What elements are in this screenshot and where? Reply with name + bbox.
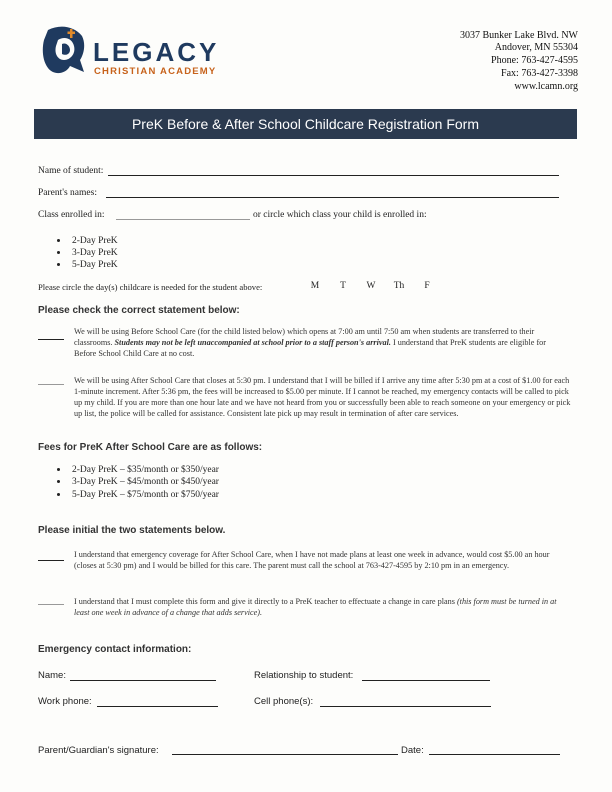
- check-statement-heading: Please check the correct statement below:: [38, 305, 240, 316]
- student-name-label: Name of student:: [38, 166, 104, 176]
- relationship-field[interactable]: [362, 680, 490, 681]
- day-wednesday[interactable]: W: [366, 281, 376, 291]
- cell-phone-label: Cell phone(s):: [254, 696, 314, 707]
- class-option-5day[interactable]: 5-Day PreK: [57, 260, 118, 270]
- student-name-field[interactable]: [108, 175, 559, 176]
- brand-subtitle: CHRISTIAN ACADEMY: [94, 66, 217, 77]
- work-phone-label: Work phone:: [38, 696, 92, 707]
- address-phone: Phone: 763-427-4595: [491, 55, 578, 66]
- days-label: Please circle the day(s) childcare is needed for the student above:: [38, 282, 263, 292]
- class-option-3day[interactable]: 3-Day PreK: [57, 248, 118, 258]
- emergency-contact-heading: Emergency contact information:: [38, 644, 192, 655]
- relationship-label: Relationship to student:: [254, 670, 354, 681]
- after-care-check[interactable]: [38, 384, 64, 385]
- address-line: Andover, MN 55304: [494, 42, 578, 53]
- day-thursday[interactable]: Th: [393, 281, 405, 291]
- cell-phone-field[interactable]: [320, 706, 491, 707]
- address-fax: Fax: 763-427-3398: [501, 68, 578, 79]
- before-care-check[interactable]: [38, 339, 64, 340]
- class-option-2day[interactable]: 2-Day PreK: [57, 236, 118, 246]
- change-plans-statement: I understand that I must complete this form and give it directly to a PreK teacher to effectuate a change in care plans (this form must be turned in at least one week in advance of a change that adds service).: [74, 597, 557, 617]
- fee-item: 5-Day PreK – $75/month or $750/year: [57, 490, 219, 500]
- address-website: www.lcamn.org: [514, 81, 578, 92]
- date-field[interactable]: [429, 754, 560, 755]
- circle-class-label: or circle which class your child is enrolled in:: [253, 210, 427, 220]
- fee-item: 2-Day PreK – $35/month or $350/year: [57, 465, 219, 475]
- change-plans-initial[interactable]: [38, 604, 64, 605]
- initial-heading: Please initial the two statements below.: [38, 525, 226, 536]
- after-care-statement: We will be using After School Care that closes at 5:30 pm. I understand that I will be billed if I arrive any time after 5:30 pm at a cost of $1.00 for each 1-minute increment. After 5:36 pm, the fees will be increased to $5.00 per minute. If I cannot be reached, my emergency contacts will be called to pick up my child. If you are more than one hour late and we have not heard from you or successfully been able to reach someone on your emergency or pick up list, the police will be called for assistance. Consistent late pick up may result in termination of after care services.: [74, 376, 571, 418]
- contact-name-label: Name:: [38, 670, 66, 681]
- brand-name: LEGACY: [93, 37, 220, 67]
- signature-field[interactable]: [172, 754, 398, 755]
- day-options: [301, 281, 441, 291]
- date-label: Date:: [401, 745, 424, 756]
- emergency-coverage-statement: I understand that emergency coverage for After School Care, when I have not made plans at least one week in advance, would cost $5.00 an hour (closes at 5:30 pm) and I would be billed for this care. The parent must call the school at 763-427-4595 by 2:10 pm in an emergency.: [74, 550, 550, 570]
- contact-name-field[interactable]: [70, 680, 216, 681]
- before-care-statement: We will be using Before School Care (for the child listed below) which opens at 7:00 am until 7:50 am when students are transferred to their classrooms. Students may not be left unaccompanied at school prior to a staff person's arrival. I understand that PreK students are eligible for Before School Child Care at no cost.: [74, 327, 546, 358]
- emergency-coverage-initial[interactable]: [38, 560, 64, 561]
- day-monday[interactable]: M: [310, 281, 320, 291]
- lion-crest-logo: [40, 26, 88, 78]
- parents-name-label: Parent's names:: [38, 188, 97, 198]
- day-friday[interactable]: F: [424, 281, 430, 291]
- work-phone-field[interactable]: [97, 706, 218, 707]
- fee-item: 3-Day PreK – $45/month or $450/year: [57, 477, 219, 487]
- signature-label: Parent/Guardian's signature:: [38, 745, 159, 756]
- day-tuesday[interactable]: T: [340, 281, 346, 291]
- class-enrolled-field[interactable]: [116, 219, 250, 220]
- parents-name-field[interactable]: [106, 197, 559, 198]
- fees-heading: Fees for PreK After School Care are as follows:: [38, 442, 263, 453]
- address-line: 3037 Bunker Lake Blvd. NW: [459, 30, 578, 41]
- form-title-bar: PreK Before & After School Childcare Registration Form: [34, 109, 577, 139]
- class-enrolled-label: Class enrolled in:: [38, 210, 105, 220]
